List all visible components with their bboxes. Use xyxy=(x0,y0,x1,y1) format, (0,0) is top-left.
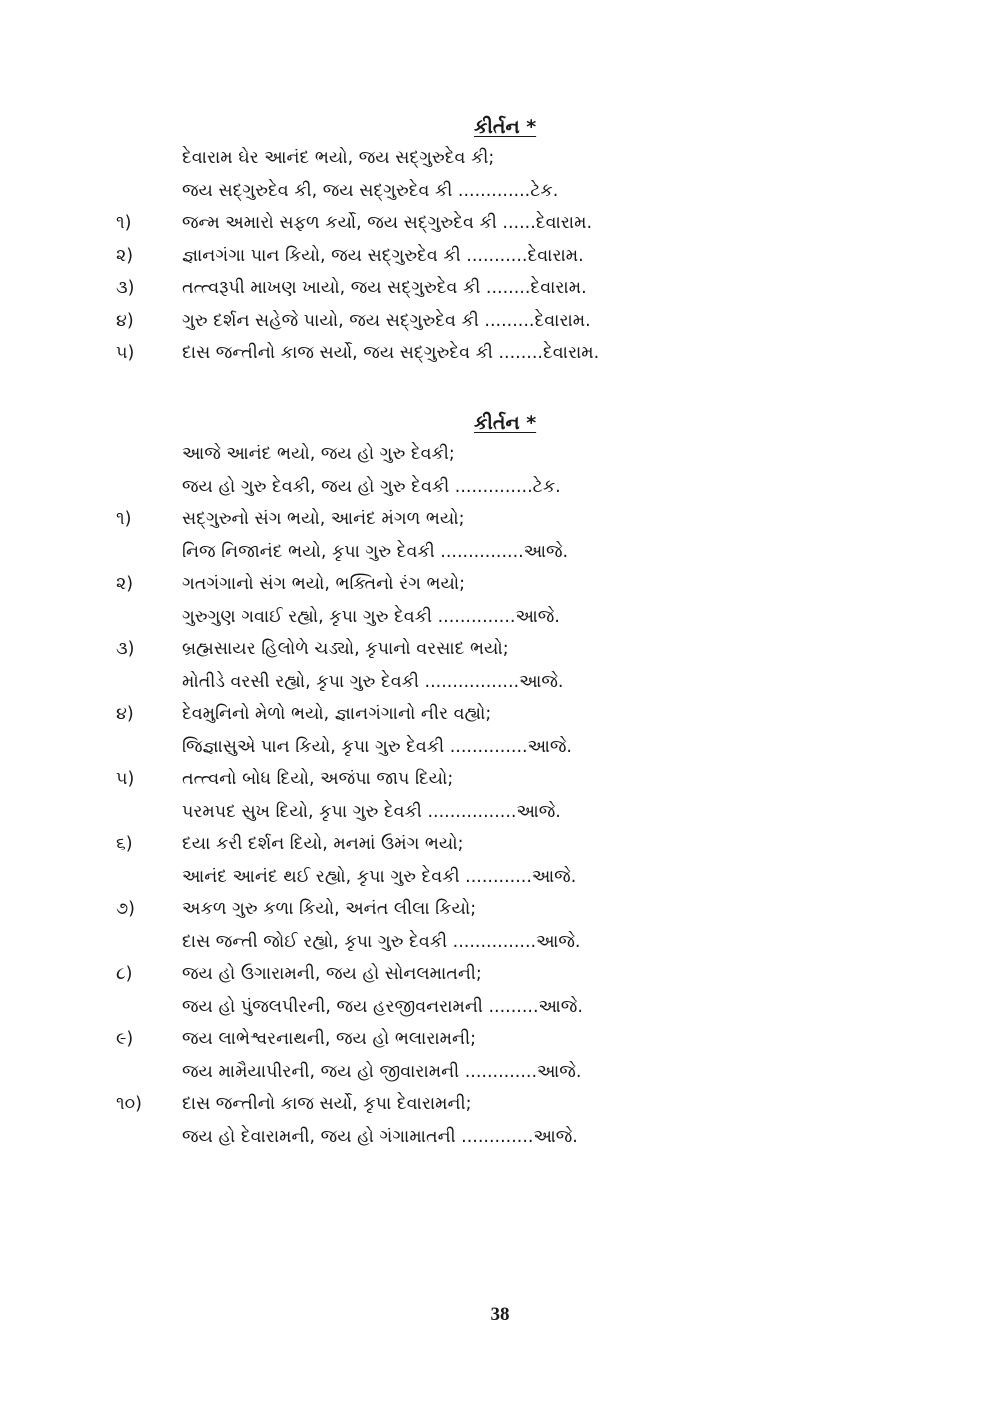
verse-text: આનંદ આનંદ થઈ રહ્યો, કૃપા ગુરુ દેવકી ............આજે. xyxy=(182,866,577,887)
verse-text: અકળ ગુરુ કળા કિયો, અનંત લીલા કિયો; xyxy=(182,899,477,919)
verse-text: દેવારામ ઘેર આનંદ ભયો, જય સદ્‍ગુરુદેવ કી; xyxy=(182,148,495,168)
verse-text: નિજ નિજાનંદ ભયો, કૃપા ગુરુ દેવકી ...............આજે. xyxy=(182,541,569,562)
verse-number: ૧) xyxy=(116,509,132,529)
verse-text: દાસ જન્તીનો કાજ સર્યો, જય સદ્‍ગુરુદેવ કી ........દેવારામ. xyxy=(182,343,600,363)
verse-line xyxy=(0,698,1000,731)
verse-text: દાસ જન્તીનો કાજ સર્યો, કૃપા દેવારામની; xyxy=(182,1094,472,1114)
verse-line xyxy=(0,1056,1000,1089)
verse-text: જિજ્ઞાસુએ પાન કિયો, કૃપા ગુરુ દેવકી ..............આજે. xyxy=(182,736,572,757)
verse-line xyxy=(0,926,1000,959)
verse-number: ૩) xyxy=(116,639,135,659)
verse-line xyxy=(0,1088,1000,1121)
section-heading: કીર્તન * xyxy=(474,412,537,434)
verse-line xyxy=(0,958,1000,991)
verse-line xyxy=(0,305,1000,338)
verse-text: ગુરુગુણ ગવાઈ રહ્યો, કૃપા ગુરુ દેવકી ..............આજે. xyxy=(182,606,560,627)
verse-text: જય લાભેશ્વરનાથની, જય હો ભલારામની; xyxy=(182,1029,476,1049)
verse-number: ૫) xyxy=(116,343,135,363)
verse-text: ગતગંગાનો સંગ ભયો, ભક્તિનો રંગ ભયો; xyxy=(182,574,466,594)
verse-line xyxy=(0,633,1000,666)
verse-line xyxy=(0,337,1000,370)
verse-line xyxy=(0,240,1000,273)
verse-text: જય હો ગુરુ દેવકી, જય હો ગુરુ દેવકી ..............ટેક. xyxy=(182,476,561,497)
verse-number: ૯) xyxy=(116,1029,134,1049)
verse-text: દેવમુનિનો મેળો ભયો, જ્ઞાનગંગાનો નીર વહ્યો; xyxy=(182,704,492,724)
verse-line xyxy=(0,438,1000,471)
verse-text: દયા કરી દર્શન દિયો, મનમાં ઉમંગ ભયો; xyxy=(182,834,464,854)
verse-line xyxy=(0,142,1000,175)
verse-text: ગુરુ દર્શન સહેજે પાયો, જય સદ્‍ગુરુદેવ કી .........દેવારામ. xyxy=(182,310,591,331)
verse-number: ૨) xyxy=(116,574,134,594)
verse-number: ૧) xyxy=(116,213,132,233)
verse-line xyxy=(0,1023,1000,1056)
verse-text: તત્ત્વરૂપી માખણ ખાયો, જય સદ્‍ગુરુદેવ કી ........દેવારામ. xyxy=(182,278,587,298)
verse-text: મોતીડે વરસી રહ્યો, કૃપા ગુરુ દેવકી .................આજે. xyxy=(182,671,564,692)
verse-number: ૪) xyxy=(116,704,134,724)
verse-text: જય હો પુંજલપીરની, જય હરજીવનરામની .........આજે. xyxy=(182,996,583,1017)
kirtan-section-1 xyxy=(0,112,1000,370)
verse-line xyxy=(0,1121,1000,1154)
verse-text: જય મામૈયાપીરની, જય હો જીવારામની .............આજે. xyxy=(182,1061,582,1082)
verse-text: આજે આનંદ ભયો, જય હો ગુરુ દેવકી; xyxy=(182,444,455,464)
verse-line xyxy=(0,991,1000,1024)
verse-number: ૩) xyxy=(116,278,135,298)
verse-line xyxy=(0,503,1000,536)
verse-number: ૭) xyxy=(116,899,135,919)
verse-number: ૬) xyxy=(116,834,133,854)
verse-number: ૧૦) xyxy=(116,1094,142,1114)
verse-text: જન્મ અમારો સફળ કર્યો, જય સદ્‍ગુરુદેવ કી ......દેવારામ. xyxy=(182,213,593,233)
verse-line xyxy=(0,471,1000,504)
verse-text: દાસ જન્તી જોઈ રહ્યો, કૃપા ગુરુ દેવકી ...............આજે. xyxy=(182,931,581,952)
page-number: 38 xyxy=(490,1304,510,1325)
verse-line xyxy=(0,207,1000,240)
verse-text: જ્ઞાનગંગા પાન કિયો, જય સદ્‍ગુરુદેવ કી ...........દેવારામ. xyxy=(182,245,584,266)
verse-text: સદ્‍ગુરુનો સંગ ભયો, આનંદ મંગળ ભયો; xyxy=(182,509,465,529)
verse-text: જય સદ્‍ગુરુદેવ કી, જય સદ્‍ગુરુદેવ કી .............ટેક. xyxy=(182,180,559,201)
section-heading: કીર્તન * xyxy=(474,116,537,138)
verse-number: ૪) xyxy=(116,310,134,331)
verse-text: બ્રહ્મસાયર હિલોળે ચડ્યો, કૃપાનો વરસાદ ભયો; xyxy=(182,639,509,659)
verse-text: જય હો દેવારામની, જય હો ગંગામાતની .............આજે. xyxy=(182,1126,578,1147)
verse-number: ૨) xyxy=(116,245,134,266)
verse-line xyxy=(0,861,1000,894)
verse-text: જય હો ઉગારામની, જય હો સોનલમાતની; xyxy=(182,964,482,984)
verse-line xyxy=(0,568,1000,601)
verse-line xyxy=(0,536,1000,569)
verse-number: ૫) xyxy=(116,769,135,789)
verse-line xyxy=(0,666,1000,699)
verse-number: ૮) xyxy=(116,964,133,984)
verse-line xyxy=(0,272,1000,305)
verse-line xyxy=(0,601,1000,634)
verse-line xyxy=(0,731,1000,764)
verse-line xyxy=(0,796,1000,829)
verse-text: પરમપદ સુખ દિયો, કૃપા ગુરુ દેવકી ................આજે. xyxy=(182,801,561,822)
verse-line xyxy=(0,828,1000,861)
verse-text: તત્ત્વનો બોધ દિયો, અજંપા જાપ દિયો; xyxy=(182,769,454,789)
kirtan-section-2 xyxy=(0,408,1000,1153)
verse-line xyxy=(0,893,1000,926)
verse-line xyxy=(0,175,1000,208)
verse-line xyxy=(0,763,1000,796)
